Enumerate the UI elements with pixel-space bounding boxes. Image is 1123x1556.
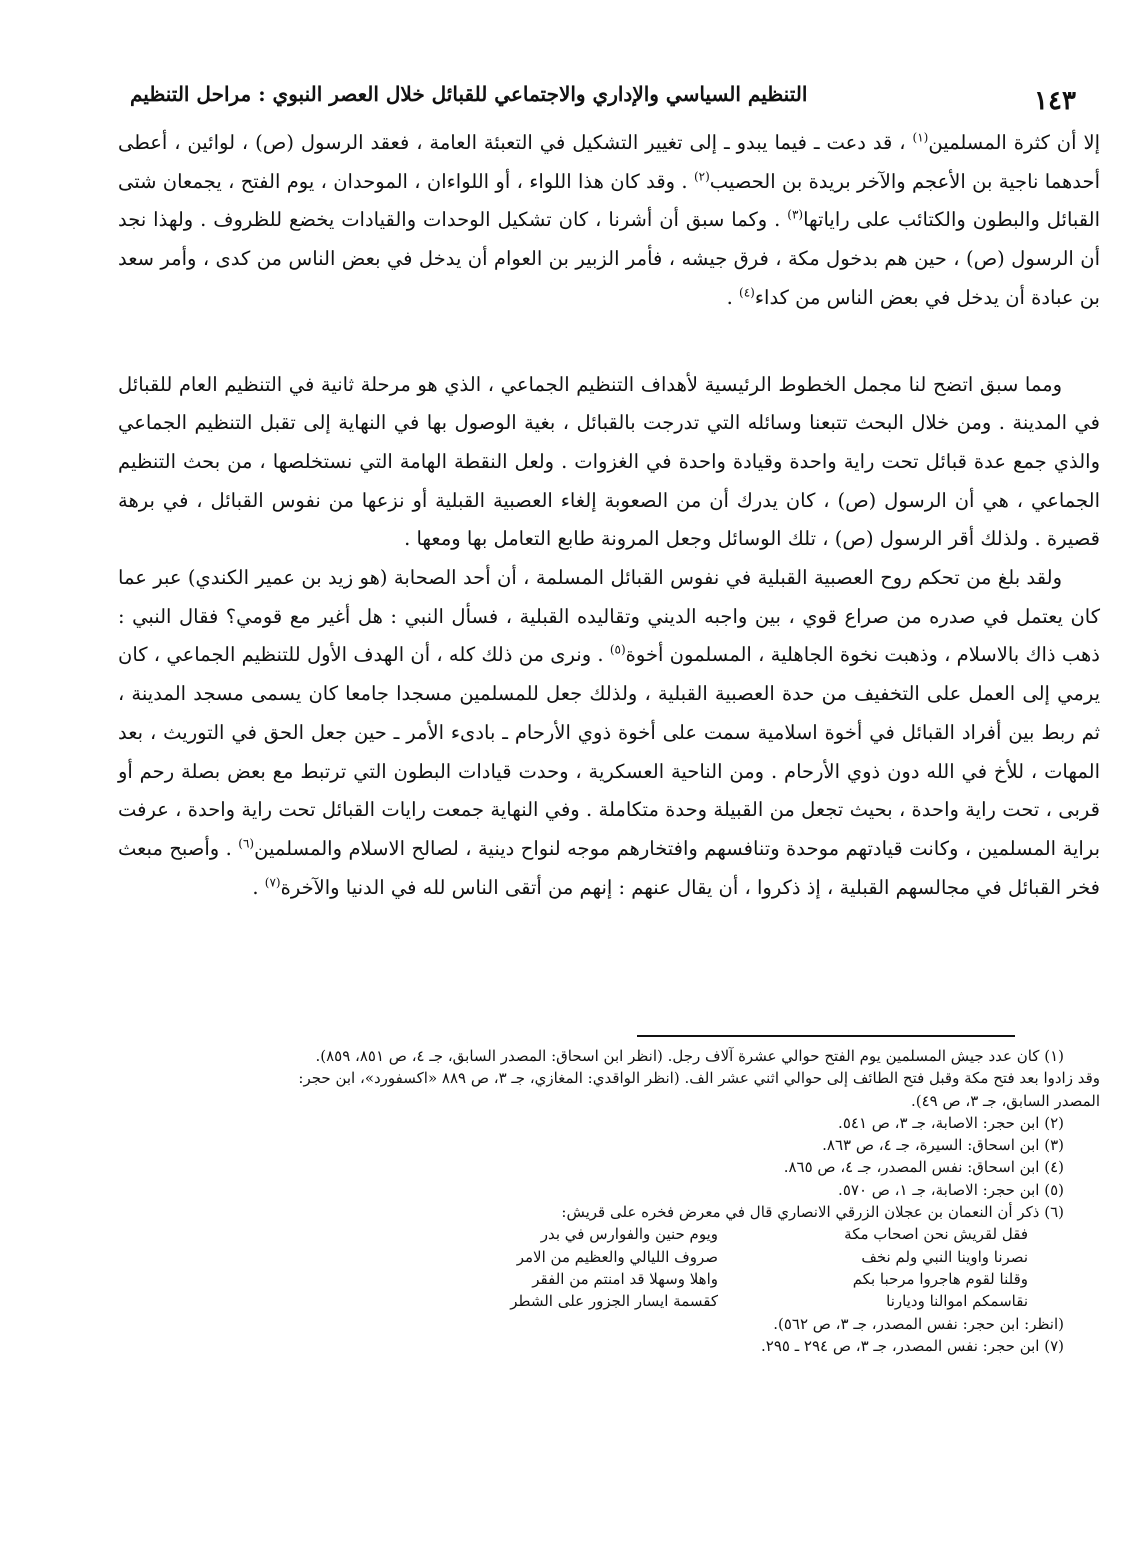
footnote-1: (١) كان عدد جيش المسلمين يوم الفتح حوالي عشرة آلاف رجل. (انظر ابن اسحاق: المصدر السابق، جـ ٤، ص ٨٥١، ٨٥٩). [315, 1047, 1064, 1065]
footnote-ref-5[interactable]: (٥) [609, 642, 626, 657]
footnote-5: (٥) ابن حجر: الاصابة، جـ ١، ص ٥٧٠. [838, 1180, 1064, 1199]
footnote-ref-2[interactable]: (٢) [693, 169, 710, 184]
paragraph-1 [118, 124, 1100, 318]
poem-hemistich-second: ويوم حنين والفوارس في بدر [540, 1225, 718, 1244]
footnote-1-continued: وقد زادوا بعد فتح مكة وقبل فتح الطائف إلى حوالي اثني عشر الف. (انظر الواقدي: المغازي، جـ ٣، ص ٨٨٩ «اكسفورد»، ابن حجر: [298, 1069, 1100, 1088]
paragraph-1-text-4: . وكما سبق أن أشرنا ، كان تشكيل الوحدات والقيادات يخضع للظروف . ولهذا نجد أن الرسول (ص) ، حين هم بدخول مكة ، فرق جيشه ، فأمر الزبير بن العوام أن يدخل في بعض الناس من كدى ، وأمر سعد بن عبادة أن يدخل في بعض الناس من كداء [118, 208, 1100, 309]
footnote-ref-7[interactable]: (٧) [264, 875, 281, 890]
paragraph-1-text-2: ، قد دعت ـ فيما يبدو ـ إلى تغيير التشكيل في التعبئة العامة ، فعقد الرسول (ص) ، لوائين ، أعطى أحدهما ناجية بن الأعجم والآخر بريدة بن الحصيب [118, 131, 1100, 193]
paragraph-2: ومما سبق اتضح لنا مجمل الخطوط الرئيسية لأهداف التنظيم الجماعي ، الذي هو مرحلة ثانية في التنظيم العام للقبائل في المدينة . ومن خلال البحث تتبعنا وسائله التي تدرجت بالقبائل ، بغية الوصول بها في النهاية إلى تقبل التنظيم الجماعي والذي جمع عدة قبائل تحت راية واحدة وقيادة واحدة في الغزوات . ولعل النقطة الهامة التي نستخلصها ، من بحث التنظيم الجماعي ، هي أن الرسول (ص) ، كان يدرك أن من الصعوبة إلغاء العصبية القبلية أو نزعها من نفوس القبائل ، في برهة قصيرة . ولذلك أقر الرسول (ص) ، تلك الوسائل وجعل المرونة طابع التعامل بها ومعها . [118, 372, 1100, 551]
footnote-ref-4[interactable]: (٤) [739, 285, 755, 300]
poem-verse [118, 1290, 1028, 1312]
footnote-6: (٦) ذكر أن النعمان بن عجلان الزرقي الانصاري قال في معرض فخره على قريش: [561, 1203, 1064, 1222]
paragraph-3-text-2: . ونرى من ذلك كله ، أن الهدف الأول للتنظيم الجماعي ، كان يرمي إلى العمل على التخفيف من حدة العصبية القبلية ، ولذلك جعل للمسلمين مسجدا جامعا كان يسمى مسجد المدينة ، ثم ربط بين أفراد القبائل في أخوة اسلامية سمت على أخوة ذوي الأرحام ـ بادىء الأمر ـ حين جعل الحق في التوريث ، بعد المهات ، للأخ في الله دون ذوي الأرحام . ومن الناحية العسكرية ، وحدت قيادات البطون التي ترتبط مع بعض بصلة رحم أو قربى ، تحت راية واحدة ، بحيث تجعل من القبيلة وحدة متكاملة . وفي النهاية جمعت رايات القبائل تحت راية واحدة ، عرفت براية المسلمين ، وكانت قيادتهم موحدة وتنافسهم وافتخارهم موجه لنواح دينية ، لصالح الاسلام والمسلمين [118, 643, 1100, 860]
footnotes [118, 1045, 1100, 1357]
footnote-ref-3[interactable]: (٣) [787, 207, 804, 222]
poem-hemistich-first: نقاسمكم اموالنا وديارنا [886, 1292, 1028, 1311]
footnote-ref-6[interactable]: (٦) [238, 836, 255, 851]
poem-verse [118, 1246, 1028, 1268]
paragraph-3-text-1: ولقد بلغ من تحكم روح العصبية القبلية في نفوس القبائل المسلمة ، أن أحد الصحابة (هو زيد بن عمير الكندي) عبر عما كان يعتمل في صدره من صراع قوي ، بين واجبه الديني وتقاليده القبلية ، فسأل النبي : هل أغير مع قومي؟ فقال النبي : ذهب ذاك بالاسلام ، وذهبت نخوة الجاهلية ، المسلمون أخوة [118, 566, 1100, 667]
paragraph-1-text-3: . وقد كان هذا اللواء ، أو اللواءان ، الموحدان ، يوم الفتح ، يجمعان شتى القبائل والبطون والكتائب على راياتها [118, 169, 1100, 232]
paragraph-3-text-4: . [252, 875, 265, 899]
footnote-6-source: (انظر: ابن حجر: نفس المصدر، جـ ٣، ص ٥٦٢). [773, 1314, 1064, 1333]
poem-hemistich-second: كقسمة ايسار الجزور على الشطر [510, 1292, 718, 1311]
poem-hemistich-second: واهلا وسهلا قد امنتم من الفقر [532, 1269, 718, 1288]
footnote-4: (٤) ابن اسحاق: نفس المصدر، جـ ٤، ص ٨٦٥. [783, 1158, 1064, 1177]
paragraph-1-text-5: . [726, 285, 740, 309]
poem-hemistich-first: وقلنا لقوم هاجروا مرحبا بكم [852, 1269, 1028, 1288]
poem-verse [118, 1223, 1028, 1245]
paragraph-3-text-3: . وأصبح مبعث فخر القبائل في مجالسهم القبلية ، إذ ذكروا ، أن يقال عنهم : إنهم من أتقى الناس لله في الدنيا والآخرة [118, 836, 1100, 899]
page-number: ١٤٣ [1034, 86, 1076, 116]
poem-hemistich-first: نصرنا واوينا النبي ولم نخف [861, 1247, 1028, 1266]
poem-hemistich-second: صروف الليالي والعظيم من الامر [516, 1247, 718, 1266]
main-text [118, 124, 1100, 907]
footnote-divider [637, 1035, 1015, 1037]
paragraph-1-text-1: إلا أن كثرة المسلمين [928, 131, 1100, 154]
footnote-2: (٢) ابن حجر: الاصابة، جـ ٣، ص ٥٤١. [838, 1113, 1064, 1132]
poem [118, 1223, 1100, 1312]
paragraph-3 [118, 559, 1100, 907]
footnote-ref-1[interactable]: (١) [912, 130, 929, 145]
footnote-3: (٣) ابن اسحاق: السيرة، جـ ٤، ص ٨٦٣. [822, 1136, 1064, 1155]
running-title: التنظيم السياسي والإداري والاجتماعي للقبائل خلال العصر النبوي : مراحل التنظيم [130, 82, 808, 106]
footnote-1-continued: المصدر السابق، جـ ٣، ص ٤٩). [910, 1091, 1100, 1110]
footnote-7: (٧) ابن حجر: نفس المصدر، جـ ٣، ص ٢٩٤ ـ ٢٩٥. [761, 1336, 1064, 1355]
poem-verse [118, 1268, 1028, 1290]
poem-hemistich-first: فقل لقريش نحن اصحاب مكة [844, 1225, 1028, 1244]
